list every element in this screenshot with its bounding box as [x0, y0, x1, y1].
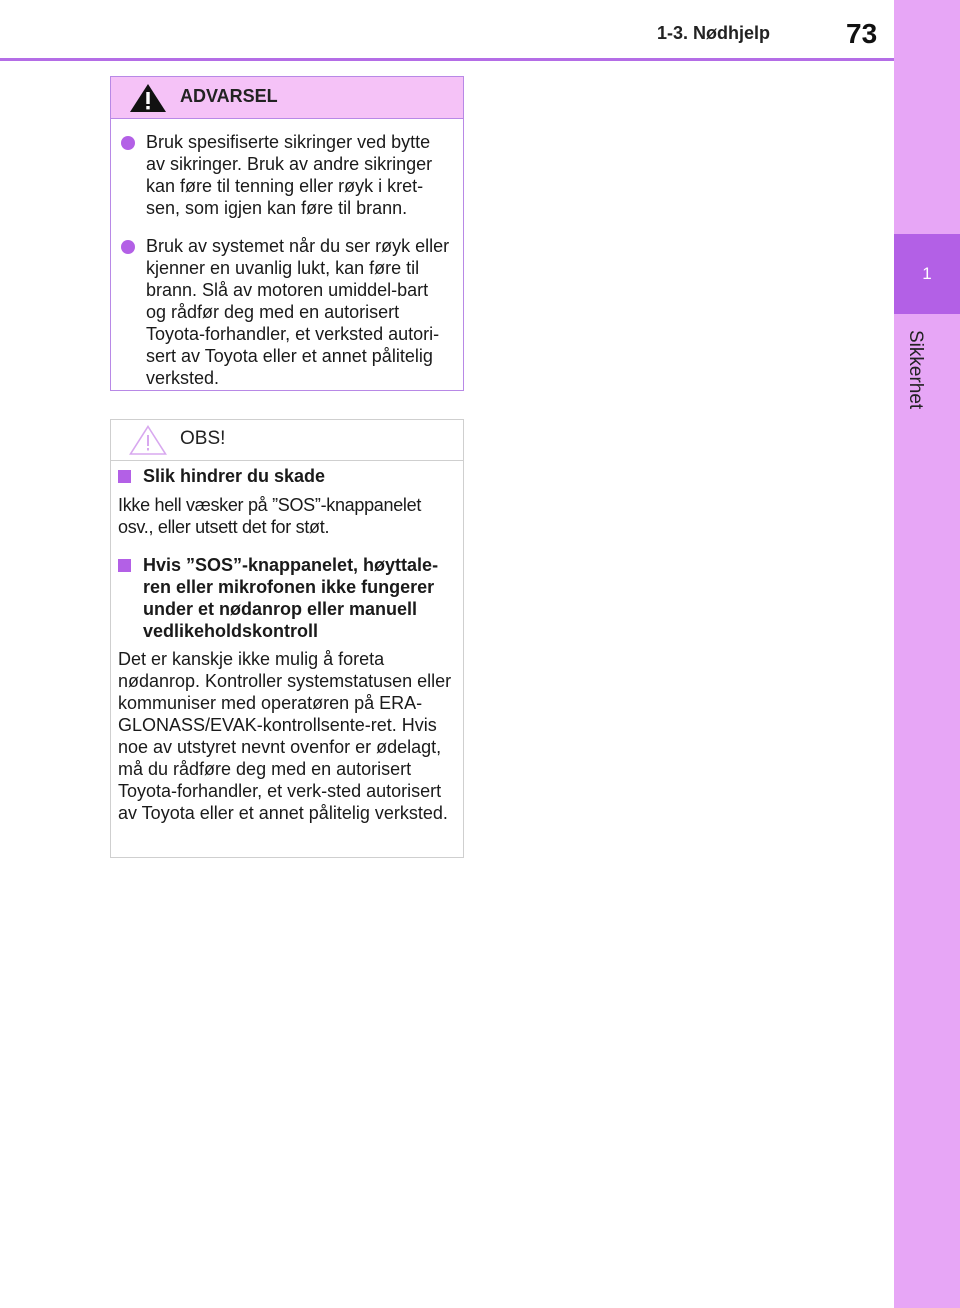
warning-box: [110, 76, 464, 391]
warning-header: [111, 77, 463, 119]
section-title: 1-3. Nødhjelp: [657, 23, 771, 43]
notice-header: [111, 420, 463, 461]
warning-item-text: Bruk spesifiserte sikringer ved bytte av sikringer. Bruk av andre sikringer kan føre til tenning eller røyk i kret-sen, som igjen kan føre til brann.: [146, 132, 433, 218]
notice-subheading: [118, 554, 453, 642]
notice-subheading-text: Hvis ”SOS”-knappanelet, høyttale-ren eller mikrofonen ikke fungerer under et nødanrop eller manuell vedlikeholdskontroll: [143, 555, 439, 641]
header-divider: [0, 58, 894, 61]
notice-paragraph: Det er kanskje ikke mulig å foreta nødanrop. Kontroller systemstatusen eller kommuniser med operatøren på ERA-GLONASS/EVAK-kontrollsente-ret. Hvis noe av utstyret nevnt ovenfor er ødelagt, må du rådføre deg med en autorisert Toyota-forhandler, et verk-sted autorisert av Toyota eller et annet pålitelig verksted.: [118, 649, 452, 823]
bullet-dot-icon: [121, 240, 135, 254]
warning-item: [121, 235, 453, 389]
square-bullet-icon: [118, 559, 131, 572]
warning-title: ADVARSEL: [180, 86, 278, 106]
warning-item: [121, 131, 453, 219]
chapter-number: 1: [922, 264, 932, 283]
page-number: 73: [846, 18, 878, 49]
notice-title: OBS!: [180, 428, 226, 449]
chapter-name: Sikkerhet: [905, 330, 926, 410]
notice-box: [110, 419, 464, 858]
notice-subheading: [118, 465, 453, 487]
notice-paragraph: Ikke hell væsker på ”SOS”-knappanelet osv., eller utsett det for støt.: [118, 495, 422, 537]
notice-subheading-text: Slik hindrer du skade: [143, 466, 326, 486]
notice-triangle-icon: [129, 425, 167, 455]
chapter-tab[interactable]: [894, 234, 960, 314]
bullet-dot-icon: [121, 136, 135, 150]
chapter-sidebar: [894, 0, 960, 1308]
warning-triangle-icon: [129, 83, 167, 113]
warning-item-text: Bruk av systemet når du ser røyk eller kjenner en uvanlig lukt, kan føre til brann. Slå av motoren umiddel-bart og rådfør deg med en autorisert Toyota-forhandler, et verksted autori-sert av Toyota eller et annet pålitelig verksted.: [146, 236, 450, 388]
square-bullet-icon: [118, 470, 131, 483]
